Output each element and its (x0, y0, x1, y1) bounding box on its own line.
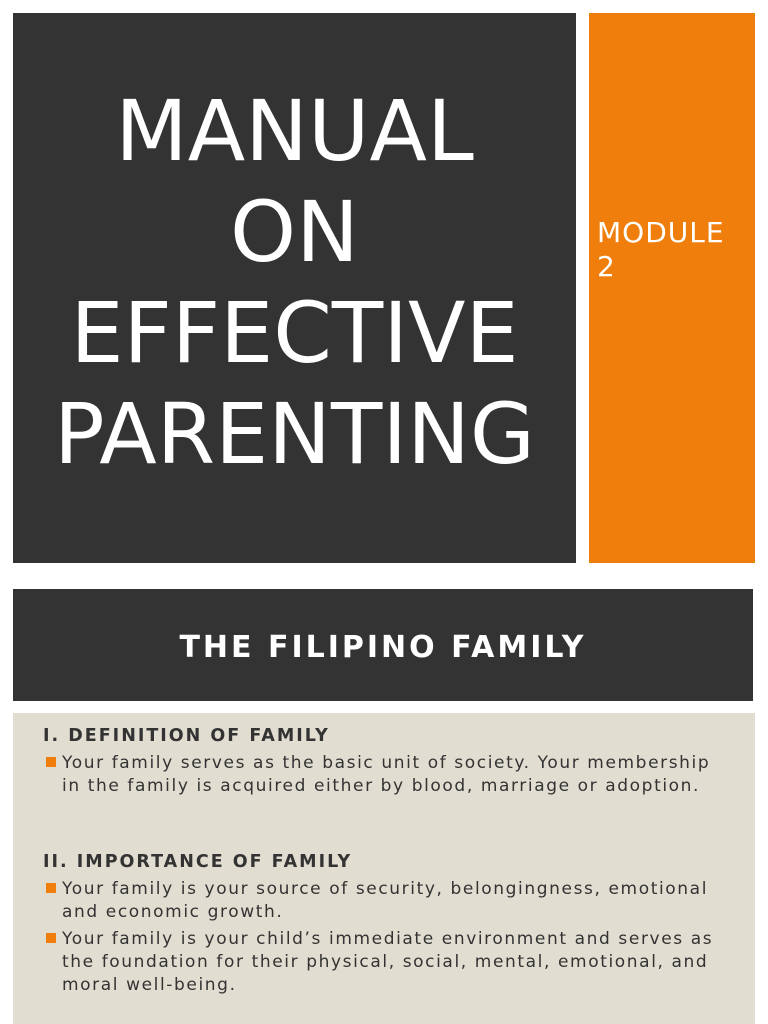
definition-heading: I. DEFINITION OF FAMILY (43, 726, 330, 746)
bullet-square-icon (46, 757, 56, 767)
importance-heading: II. IMPORTANCE OF FAMILY (43, 852, 353, 872)
definition-bullet-1 (46, 752, 726, 798)
title-line-4: PARENTING (53, 385, 536, 483)
bullet-text: Your family is your child’s immediate environment and serves as the foundation for their physical, social, mental, emotional, and moral well-being. (62, 929, 714, 995)
bullet-text: Your family serves as the basic unit of society. Your membership in the family is acquired either by blood, marriage or adoption. (62, 753, 711, 796)
bullet-square-icon (46, 933, 56, 943)
importance-bullet-2 (46, 928, 726, 997)
section-title: THE FILIPINO FAMILY (179, 629, 587, 665)
section-banner (13, 589, 753, 701)
bullet-square-icon (46, 883, 56, 893)
module-label-line-1: MODULE (597, 216, 725, 249)
title-line-1: MANUAL (115, 82, 474, 180)
title-line-3: EFFECTIVE (70, 284, 519, 382)
bullet-text: Your family is your source of security, belongingness, emotional and economic growth. (62, 879, 709, 922)
module-label-line-2: 2 (597, 250, 616, 283)
title-panel (13, 13, 576, 563)
content-panel (13, 713, 755, 1024)
manual-title (54, 81, 535, 485)
module-label (597, 216, 725, 284)
title-line-2: ON (230, 183, 359, 281)
module-panel (589, 13, 755, 563)
importance-bullet-1 (46, 878, 726, 924)
